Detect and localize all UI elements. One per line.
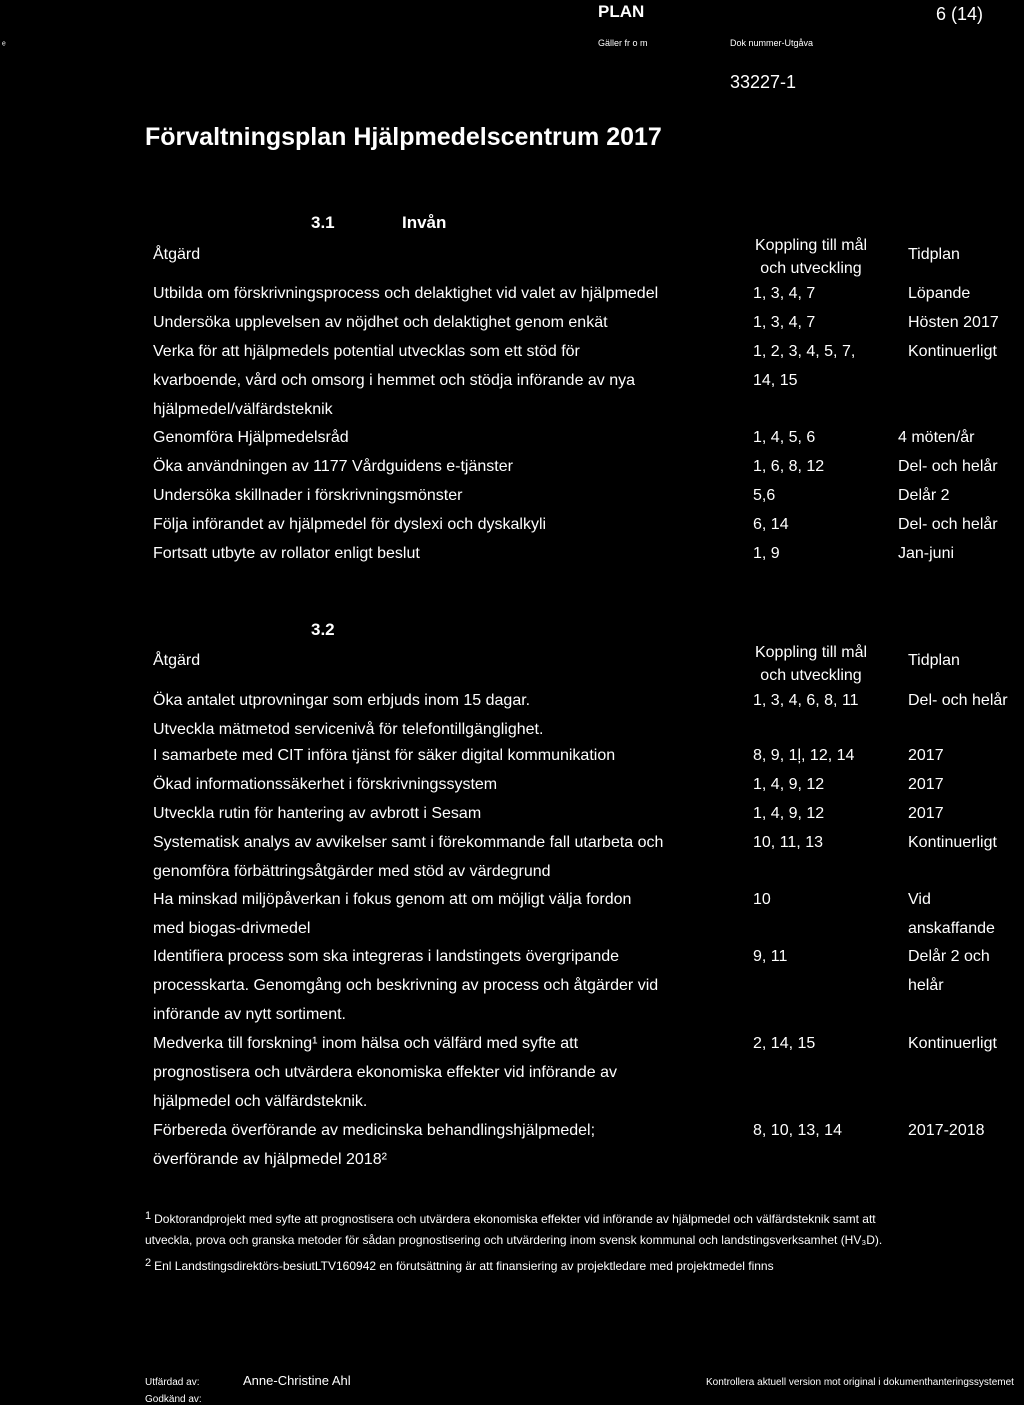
- time-cell: 2017: [908, 805, 944, 822]
- link-cell: 1, 3, 4, 6, 8, 11: [753, 692, 859, 709]
- action-cell: Följa införandet av hjälpmedel för dyslexi och dyskalkyli: [153, 516, 547, 533]
- time-cell: Jan-juni: [898, 545, 955, 562]
- time-cell: Delår 2: [898, 487, 950, 504]
- link-cell: 1, 3, 4, 7: [753, 314, 816, 331]
- time-cell: Hösten 2017: [908, 314, 999, 331]
- section-2-col-action: Åtgärd: [153, 652, 201, 669]
- footnote-2: [145, 1253, 774, 1276]
- time-cell: Del- och helår: [898, 516, 998, 533]
- time-cell: Del- och helår: [908, 692, 1008, 709]
- time-cell: Delår 2 och helår: [908, 948, 990, 994]
- time-cell: Kontinuerligt: [908, 1035, 997, 1052]
- section-2-col-time: Tidplan: [908, 652, 960, 669]
- section-2-col-link: Koppling till mål och utveckling: [754, 644, 868, 684]
- link-cell: 1, 2, 3, 4, 5, 7, 14, 15: [753, 343, 856, 389]
- link-cell: 1, 4, 9, 12: [753, 805, 825, 822]
- action-cell: Verka för att hjälpmedels potential utvecklas som ett stöd för kvarboende, vård och omsorg i hemmet och stödja införande av nya hjälpmedel/välfärdsteknik: [153, 343, 636, 418]
- link-cell: 5,6: [753, 487, 776, 504]
- footnote-1-mark: 1: [145, 1210, 152, 1222]
- link-cell: 6, 14: [753, 516, 789, 533]
- link-cell: 2, 14, 15: [753, 1035, 816, 1052]
- link-cell: 1, 9: [753, 545, 780, 562]
- action-cell: Systematisk analys av avvikelser samt i förekommande fall utarbeta och genomföra förbättringsåtgärder med stöd av värdegrund: [153, 834, 664, 880]
- action-cell: Undersöka upplevelsen av nöjdhet och delaktighet genom enkät: [153, 314, 608, 331]
- time-cell: Kontinuerligt: [908, 343, 997, 360]
- section-1-title: Invån: [402, 213, 447, 232]
- action-cell: Utbilda om förskrivningsprocess och delaktighet vid valet av hjälpmedel: [153, 285, 659, 302]
- action-cell: Förbereda överförande av medicinska behandlingshjälpmedel; överförande av hjälpmedel 2018²: [153, 1122, 596, 1168]
- time-cell: Kontinuerligt: [908, 834, 997, 851]
- link-cell: 1, 4, 9, 12: [753, 776, 825, 793]
- action-cell: Ökad informationssäkerhet i förskrivningssystem: [153, 776, 498, 793]
- footer-note: Kontrollera aktuell version mot original i dokumenthanteringssystemet: [706, 1377, 1014, 1388]
- action-cell: Fortsatt utbyte av rollator enligt beslut: [153, 545, 420, 562]
- footnote-1-line-2: utveckla, prova och granska metoder för sådan prognostisering och utvärdering inom svensk kommunal och landstingsverksamhet (HV₃D).: [145, 1233, 883, 1247]
- action-cell: Identifiera process som ska integreras i landstingets övergripande processkarta. Genomgång och beskrivning av process och åtgärder vid införande av nytt sortiment.: [153, 948, 659, 1023]
- action-cell: I samarbete med CIT införa tjänst för säker digital kommunikation: [153, 747, 616, 764]
- page-title: Förvaltningsplan Hjälpmedelscentrum 2017: [145, 123, 662, 151]
- time-cell: 2017: [908, 776, 944, 793]
- link-cell: 9, 11: [753, 948, 788, 965]
- footnote-2-mark: 2: [145, 1257, 152, 1269]
- time-cell: Del- och helår: [898, 458, 998, 475]
- footnote-1-line-1: [145, 1206, 876, 1229]
- link-cell: 1, 6, 8, 12: [753, 458, 825, 475]
- action-cell: Undersöka skillnader i förskrivningsmönster: [153, 487, 463, 504]
- link-cell: 8, 9, 1ļ, 12, 14: [753, 747, 855, 764]
- footnote-1-text: Doktorandprojekt med syfte att prognostisera och utvärdera ekonomiska effekter vid införande av hjälpmedel och välfärdsteknik samt att: [154, 1212, 876, 1226]
- action-cell: Utveckla rutin för hantering av avbrott i Sesam: [153, 805, 482, 822]
- section-1-col-time: Tidplan: [908, 246, 960, 263]
- time-cell: 4 möten/år: [898, 429, 975, 446]
- link-cell: 8, 10, 13, 14: [753, 1122, 842, 1139]
- issued-by-name: Anne-Christine Ahl: [243, 1373, 351, 1388]
- time-cell: 2017: [908, 747, 944, 764]
- time-cell: Vid anskaffande: [908, 891, 995, 937]
- action-cell: Genomföra Hjälpmedelsråd: [153, 429, 349, 446]
- action-cell: Ha minskad miljöpåverkan i fokus genom att om möjligt välja fordon med biogas-drivmedel: [153, 891, 632, 937]
- link-cell: 1, 3, 4, 7: [753, 285, 816, 302]
- action-cell: Medverka till forskning¹ inom hälsa och välfärd med syfte att prognostisera och utvärdera ekonomiska effekter vid införande av hjälpmedel och välfärdsteknik.: [153, 1035, 617, 1110]
- approved-by-label: Godkänd av:: [145, 1394, 202, 1405]
- document-type: PLAN: [598, 2, 645, 21]
- time-cell: Löpande: [908, 285, 971, 302]
- doc-number-label: Dok nummer-Utgåva: [730, 38, 814, 48]
- issued-by-label: Utfärdad av:: [145, 1377, 200, 1388]
- section-1-col-action: Åtgärd: [153, 246, 201, 263]
- action-cell: Öka antalet utprovningar som erbjuds inom 15 dagar. Utveckla mätmetod servicenivå för telefontillgänglighet.: [153, 692, 544, 738]
- section-2-number: 3.2: [311, 620, 335, 639]
- link-cell: 1, 4, 5, 6: [753, 429, 816, 446]
- link-cell: 10, 11, 13: [753, 834, 823, 851]
- section-1-number: 3.1: [311, 213, 335, 232]
- action-cell: Öka användningen av 1177 Vårdguidens e-tjänster: [153, 458, 513, 475]
- doc-number: 33227-1: [730, 72, 797, 92]
- valid-from-label: Gäller fr o m: [598, 38, 648, 48]
- scan-mark: ᵉ: [2, 40, 6, 51]
- page-number: 6 (14): [936, 4, 984, 24]
- footnote-2-text: Enl Landstingsdirektörs-besiutLTV160942 en förutsättning är att finansiering av projektledare med projektmedel finns: [154, 1259, 774, 1273]
- section-1-col-link: Koppling till mål och utveckling: [754, 237, 868, 277]
- link-cell: 10: [753, 891, 771, 908]
- time-cell: 2017-2018: [908, 1122, 985, 1139]
